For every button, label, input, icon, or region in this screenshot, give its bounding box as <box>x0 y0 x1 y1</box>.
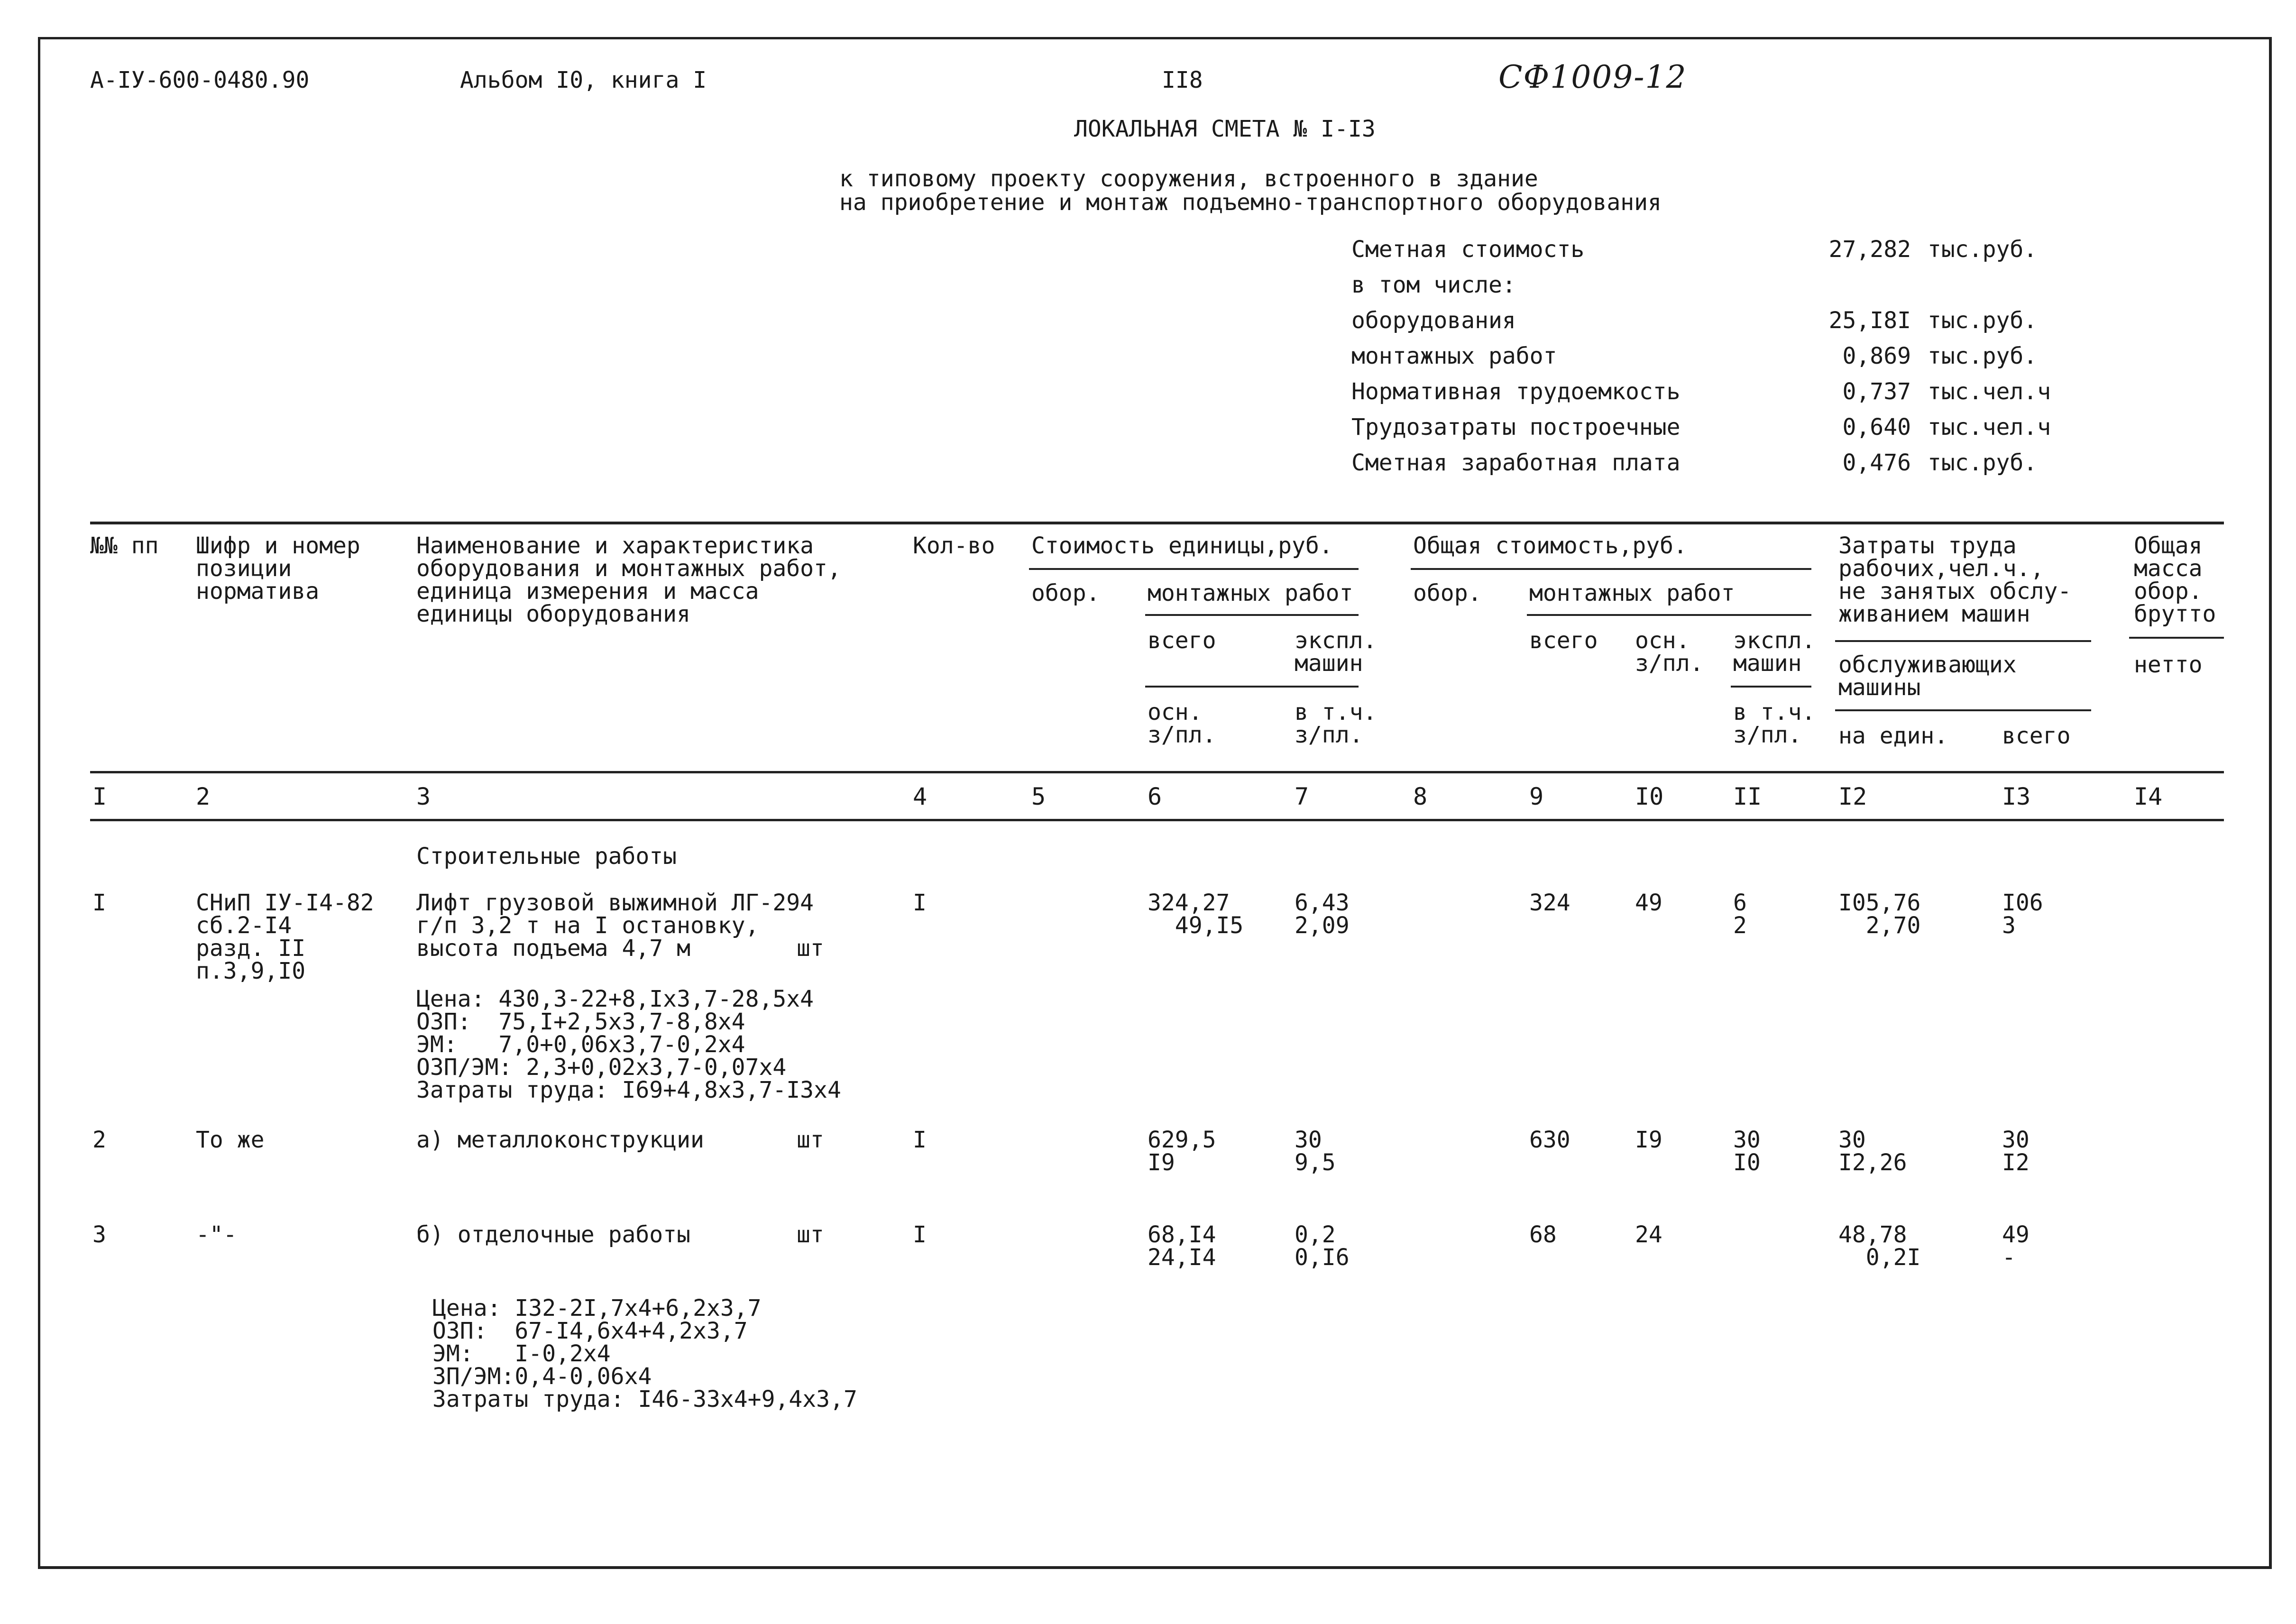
col-header-unit-vtch: в т.ч. з/пл. <box>1295 699 1377 748</box>
unit-vsego-rule <box>1145 686 1359 688</box>
summary-unit: тыс.чел.ч <box>1928 414 2051 440</box>
table-top-rule <box>90 522 2224 524</box>
document-code: А-IУ-600-0480.90 <box>90 67 310 93</box>
col-number: I <box>92 783 107 810</box>
summary-unit: тыс.руб. <box>1928 307 2038 334</box>
handwritten-stamp: СФ1009-12 <box>1498 59 1687 95</box>
col-header-mass: Общая масса обор. брутто <box>2134 532 2216 627</box>
col-header-name: Наименование и характеристика оборудования и монтажных работ, единица измерения и масса единицы оборудования <box>416 532 841 627</box>
col-header-unit-osn: осн. з/пл. <box>1148 699 1216 748</box>
col-header-qty: Кол-во <box>913 532 995 559</box>
row-unit: шт <box>797 1221 824 1248</box>
col-header-code: Шифр и номер позиции норматива <box>196 532 360 605</box>
col-header-number: №№ пп <box>90 532 159 559</box>
col-numbers-rule <box>90 819 2224 821</box>
total-mont-rule <box>1527 614 1811 616</box>
col-number: 9 <box>1529 783 1544 810</box>
summary-unit: тыс.руб. <box>1928 343 2038 369</box>
summary-unit: тыс.чел.ч <box>1928 378 2051 405</box>
col-header-total-cost: Общая стоимость,руб. <box>1413 532 1687 559</box>
col-number: I2 <box>1838 783 1867 810</box>
col-header-total-expl: экспл. машин <box>1733 627 1816 677</box>
col-header-unit-obor: обор. <box>1031 580 1100 606</box>
col-number: 5 <box>1031 783 1046 810</box>
row-unit-cost-mont: 324,27 49,I5 <box>1148 890 1244 939</box>
summary-label: монтажных работ <box>1351 343 1557 369</box>
col-header-labor-serv: обслуживающих машины <box>1838 651 2017 701</box>
summary-value: 0,737 <box>1842 378 1911 405</box>
row-unit: шт <box>797 935 824 962</box>
col-number: 3 <box>416 783 431 810</box>
labor-serv-rule <box>1835 709 2091 711</box>
page-number: II8 <box>1162 67 1203 93</box>
col-number: 7 <box>1295 783 1309 810</box>
col-header-mass-netto: нетто <box>2134 651 2203 678</box>
col-number: 4 <box>913 783 928 810</box>
col-number: 2 <box>196 783 211 810</box>
col-header-labor-unit: на един. <box>1838 723 1948 749</box>
row-number: 3 <box>92 1221 106 1248</box>
col-header-total-osn: осн. з/пл. <box>1635 627 1704 677</box>
summary-label: Сметная заработная плата <box>1351 450 1681 476</box>
subtitle-line-2: на приобретение и монтаж подъемно-транспортного оборудования <box>839 189 1662 216</box>
row-total-expl: 30 I0 <box>1733 1127 1761 1176</box>
row-unit: шт <box>797 1127 824 1153</box>
album-label: Альбом I0, книга I <box>460 67 707 93</box>
row-labor-total: 30 I2 <box>2002 1127 2030 1176</box>
summary-unit: тыс.руб. <box>1928 450 2038 476</box>
unit-cost-rule <box>1029 568 1359 570</box>
row-labor-unit: 48,78 0,2I <box>1838 1221 1921 1271</box>
row-code: СНиП IУ-I4-82 сб.2-I4 разд. II п.3,9,I0 <box>196 890 374 984</box>
row-labor-unit: 30 I2,26 <box>1838 1127 1907 1176</box>
row-note: Цена: 430,3-22+8,Iх3,7-28,5х4 ОЗП: 75,I+2,5х3,7-8,8х4 ЭМ: 7,0+0,06х3,7-0,2х4 ОЗП/ЭМ: 2,3+0,02х3,7-0,07х4 Затраты труда: I69+4,8х3,7-I3х4 <box>416 986 841 1103</box>
row-total-mont: 68 <box>1529 1221 1557 1248</box>
row-labor-total: 49 - <box>2002 1221 2030 1271</box>
col-header-labor: Затраты труда рабочих,чел.ч., не занятых обслу- живанием машин <box>1838 532 2072 627</box>
col-header-unit-expl: экспл. машин <box>1295 627 1377 677</box>
row-number: 2 <box>92 1127 106 1153</box>
col-number: 6 <box>1148 783 1162 810</box>
section-title: Строительные работы <box>416 843 677 870</box>
row-total-osn: I9 <box>1635 1127 1662 1153</box>
row-unit-cost-mont: 68,I4 24,I4 <box>1148 1221 1216 1271</box>
summary-label: Нормативная трудоемкость <box>1351 378 1681 405</box>
summary-value: 25,I8I <box>1828 307 1911 334</box>
col-number: I3 <box>2002 783 2031 810</box>
row-unit-cost-mont: 629,5 I9 <box>1148 1127 1216 1176</box>
subtitle-line-1: к типовому проекту сооружения, встроенного в здание <box>839 165 1538 192</box>
row-note: Цена: I32-2I,7х4+6,2х3,7 ОЗП: 67-I4,6х4+4,2х3,7 ЭМ: I-0,2х4 ЗП/ЭМ:0,4-0,06х4 Затраты труда: I46-33х4+9,4х3,7 <box>432 1295 857 1413</box>
col-header-total-vtch: в т.ч. з/пл. <box>1733 699 1816 748</box>
summary-value: 27,282 <box>1828 236 1911 263</box>
row-code: -"- <box>196 1221 237 1248</box>
row-qty: I <box>913 1221 927 1248</box>
summary-label: Трудозатраты построечные <box>1351 414 1681 440</box>
col-number: II <box>1733 783 1762 810</box>
col-header-labor-total: всего <box>2002 723 2071 749</box>
col-number: I4 <box>2134 783 2163 810</box>
summary-value: 0,640 <box>1842 414 1911 440</box>
document-title: ЛОКАЛЬНАЯ СМЕТА № I-I3 <box>1074 116 1376 142</box>
unit-mont-rule <box>1145 614 1359 616</box>
row-number: I <box>92 890 106 916</box>
col-header-unit-cost: Стоимость единицы,руб. <box>1031 532 1333 559</box>
row-labor-unit: I05,76 2,70 <box>1838 890 1921 939</box>
summary-value: 0,476 <box>1842 450 1911 476</box>
row-unit-cost-expl: 0,2 0,I6 <box>1295 1221 1350 1271</box>
summary-value: 0,869 <box>1842 343 1911 369</box>
row-qty: I <box>913 1127 927 1153</box>
total-expl-rule <box>1731 686 1811 688</box>
total-cost-rule <box>1411 568 1811 570</box>
col-header-total-mont: монтажных работ <box>1529 580 1735 606</box>
row-total-expl: 6 2 <box>1733 890 1747 939</box>
col-header-unit-mont: монтажных работ <box>1148 580 1353 606</box>
row-labor-total: I06 3 <box>2002 890 2043 939</box>
summary-label: Сметная стоимость <box>1351 236 1585 263</box>
row-unit-cost-expl: 30 9,5 <box>1295 1127 1336 1176</box>
summary-unit: тыс.руб. <box>1928 236 2038 263</box>
row-unit-cost-expl: 6,43 2,09 <box>1295 890 1350 939</box>
summary-label: в том числе: <box>1351 272 1516 298</box>
row-total-mont: 630 <box>1529 1127 1570 1153</box>
row-total-osn: 24 <box>1635 1221 1662 1248</box>
header-bottom-rule <box>90 771 2224 773</box>
col-number: I0 <box>1635 783 1664 810</box>
row-total-osn: 49 <box>1635 890 1662 916</box>
col-header-unit-vsego: всего <box>1148 627 1216 654</box>
mass-rule <box>2129 637 2224 639</box>
row-name: а) металлоконструкции <box>416 1127 704 1153</box>
labor-rule <box>1835 640 2091 642</box>
summary-label: оборудования <box>1351 307 1516 334</box>
col-header-total-obor: обор. <box>1413 580 1482 606</box>
col-number: 8 <box>1413 783 1428 810</box>
row-qty: I <box>913 890 927 916</box>
row-name: б) отделочные работы <box>416 1221 690 1248</box>
row-name: Лифт грузовой выжимной ЛГ-294 г/п 3,2 т на I остановку, высота подъема 4,7 м <box>416 890 814 962</box>
row-total-mont: 324 <box>1529 890 1570 916</box>
row-code: То же <box>196 1127 265 1153</box>
col-header-total-vsego: всего <box>1529 627 1598 654</box>
